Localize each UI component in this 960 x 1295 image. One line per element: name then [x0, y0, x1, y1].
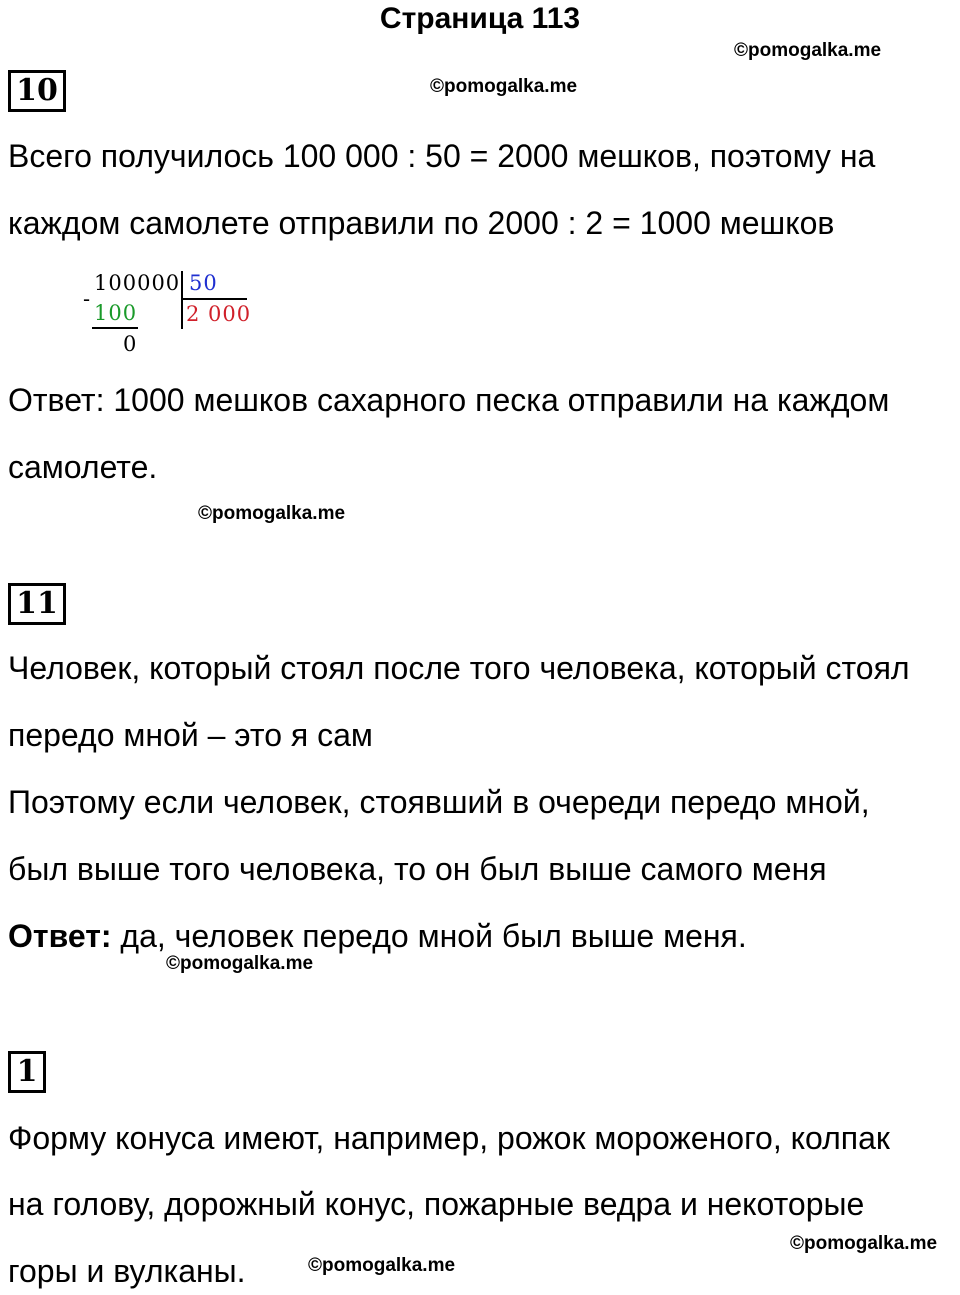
- task-number-box: 10: [8, 70, 66, 112]
- page-title: Страница 113: [379, 2, 581, 35]
- task1-line-3: горы и вулканы.: [8, 1253, 246, 1289]
- task-number-box: 11: [8, 583, 66, 625]
- task11-line-4: был выше того человека, то он был выше самого меня: [8, 851, 827, 887]
- division-divisor: 50: [189, 271, 218, 295]
- division-dividend: 100000: [94, 271, 181, 295]
- watermark: ©pomogalka.me: [734, 40, 882, 61]
- task-number-box: 1: [8, 1051, 46, 1093]
- division-quotient: 2 000: [186, 302, 252, 326]
- division-subtrahend: 100: [94, 301, 138, 325]
- task10-line-1: Всего получилось 100 000 : 50 = 2000 мешков, поэтому на: [8, 138, 876, 174]
- task10-answer-line-1: Ответ: 1000 мешков сахарного песка отправили на каждом: [8, 382, 890, 418]
- division-quotient-line: [183, 298, 247, 300]
- watermark: ©pomogalka.me: [166, 953, 314, 974]
- division-vertical-line: [181, 271, 183, 329]
- task1-line-1: Форму конуса имеют, например, рожок мороженого, колпак: [8, 1120, 890, 1156]
- task11-answer: [8, 916, 747, 956]
- task11-line-1: Человек, который стоял после того человека, который стоял: [8, 650, 910, 686]
- watermark: ©pomogalka.me: [790, 1233, 938, 1254]
- answer-label: Ответ:: [8, 918, 112, 954]
- task11-line-3: Поэтому если человек, стоявший в очереди передо мной,: [8, 784, 870, 820]
- watermark: ©pomogalka.me: [308, 1255, 456, 1276]
- division-subtract-line: [92, 327, 138, 329]
- division-remainder: 0: [123, 332, 138, 356]
- task1-line-2: на голову, дорожный конус, пожарные ведра и некоторые: [8, 1186, 865, 1222]
- watermark: ©pomogalka.me: [198, 503, 346, 524]
- watermark: ©pomogalka.me: [430, 76, 578, 97]
- task11-line-2: передо мной – это я сам: [8, 717, 373, 753]
- task10-line-2: каждом самолете отправили по 2000 : 2 = 1000 мешков: [8, 205, 835, 241]
- answer-text: да, человек передо мной был выше меня.: [111, 918, 747, 954]
- division-minus: -: [83, 287, 92, 311]
- task10-answer-line-2: самолете.: [8, 449, 158, 485]
